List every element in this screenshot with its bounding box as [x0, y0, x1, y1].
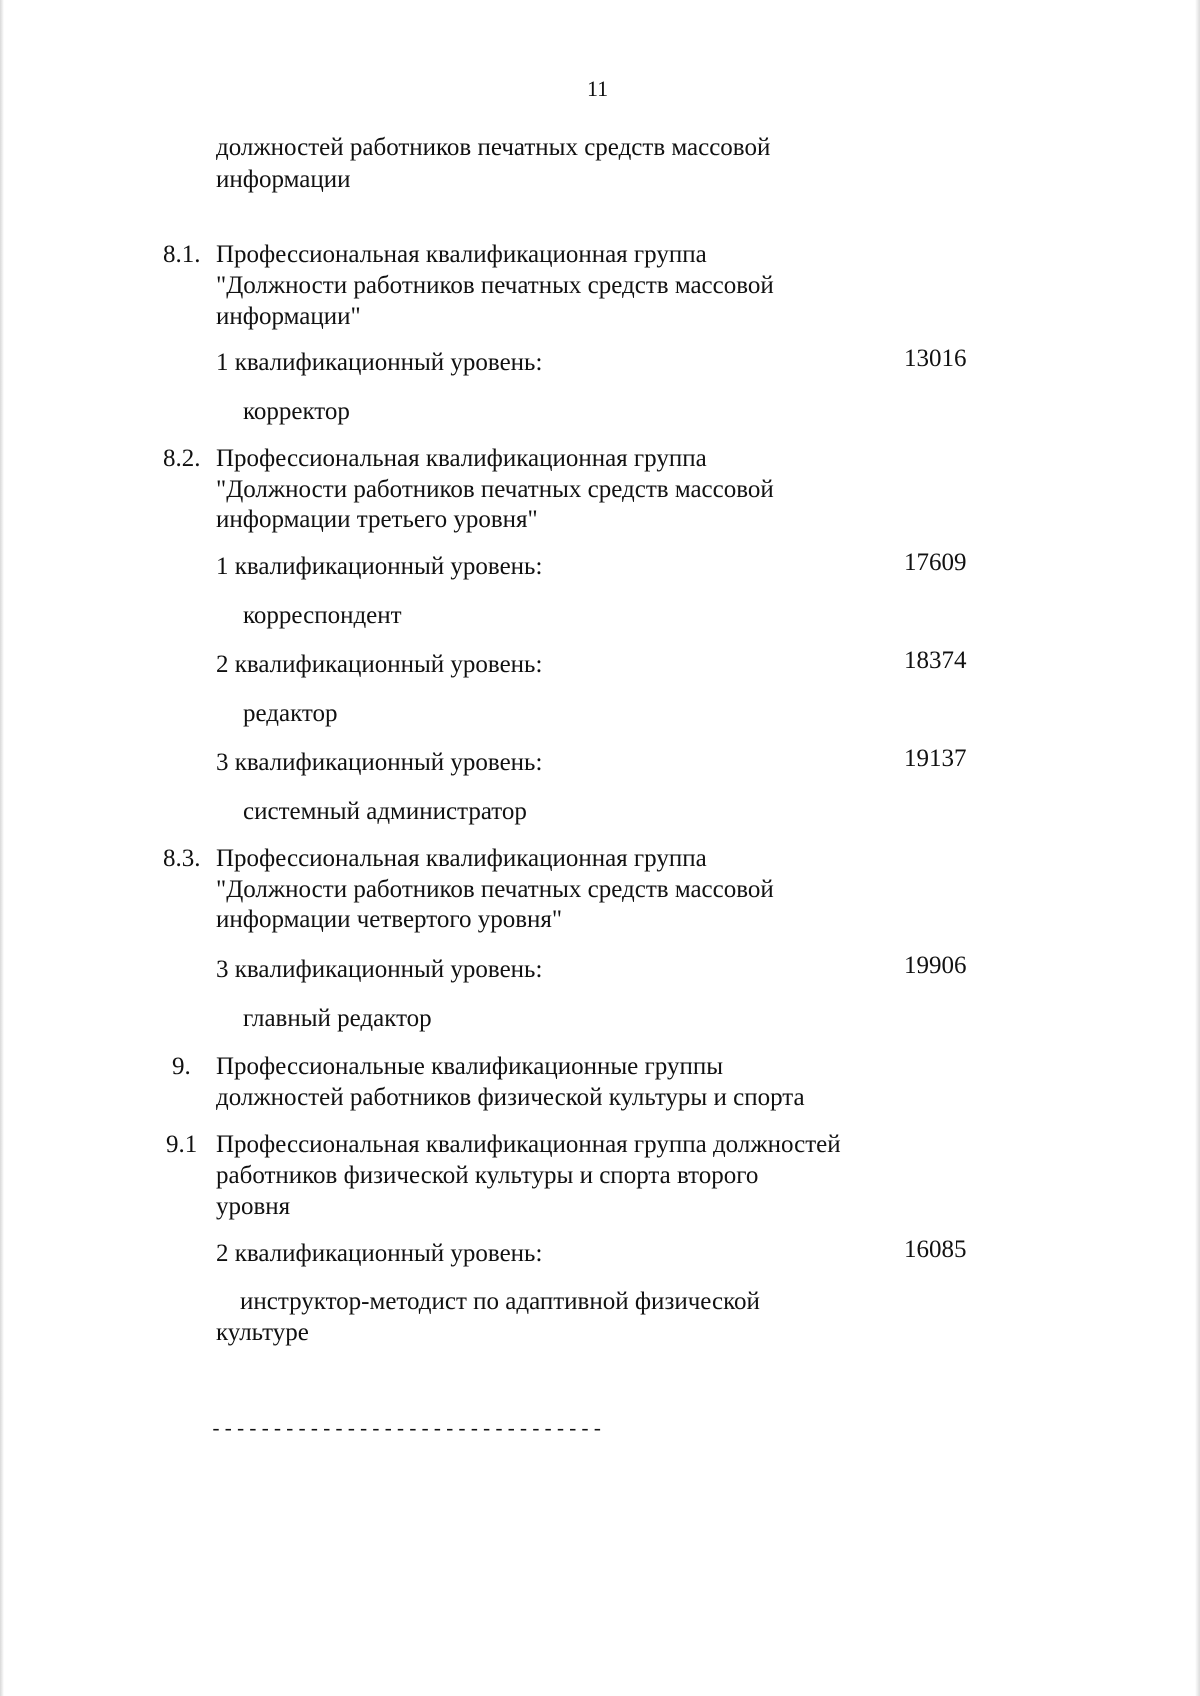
section-title-9-line-2: должностей работников физической культуры и спорта [216, 1084, 805, 1111]
intro-line-1: должностей работников печатных средств массовой [216, 134, 771, 161]
section-title-9-1-line-3: уровня [216, 1193, 291, 1220]
level-label: 1 квалификационный уровень: [216, 349, 543, 376]
position-name: корректор [243, 398, 350, 425]
level-label: 3 квалификационный уровень: [216, 956, 543, 983]
page-number: 11 [587, 76, 609, 101]
level-value: 19137 [904, 745, 967, 772]
position-name: корреспондент [243, 602, 402, 629]
level-label: 2 квалификационный уровень: [216, 651, 543, 678]
scan-edge-right [1195, 0, 1200, 1696]
section-number-8-2: 8.2. [163, 445, 201, 472]
position-name: главный редактор [243, 1005, 432, 1032]
section-title-8-1-line-1: Профессиональная квалификационная группа [216, 241, 707, 268]
section-title-8-3-line-1: Профессиональная квалификационная группа [216, 845, 707, 872]
scan-edge-left [0, 0, 4, 1696]
section-number-9: 9. [172, 1053, 191, 1080]
section-title-8-3-line-3: информации четвертого уровня" [216, 906, 563, 933]
level-value: 16085 [904, 1236, 967, 1263]
section-title-8-3-line-2: "Должности работников печатных средств массовой [216, 876, 774, 903]
section-number-9-1: 9.1 [166, 1131, 198, 1158]
section-title-8-2-line-2: "Должности работников печатных средств массовой [216, 476, 774, 503]
section-title-9-line-1: Профессиональные квалификационные группы [216, 1053, 724, 1080]
position-name: редактор [243, 700, 338, 727]
level-value: 18374 [904, 647, 967, 674]
section-title-9-1-line-1: Профессиональная квалификационная группа должностей [216, 1131, 841, 1158]
level-label: 3 квалификационный уровень: [216, 749, 543, 776]
level-label: 2 квалификационный уровень: [216, 1240, 543, 1267]
end-separator: -------------------------------- [210, 1419, 604, 1442]
level-value: 17609 [904, 549, 967, 576]
level-value: 13016 [904, 345, 967, 372]
section-title-8-2-line-1: Профессиональная квалификационная группа [216, 445, 707, 472]
section-number-8-3: 8.3. [163, 845, 201, 872]
position-name: системный администратор [243, 798, 527, 825]
level-label: 1 квалификационный уровень: [216, 553, 543, 580]
level-value: 19906 [904, 952, 967, 979]
intro-line-2: информации [216, 166, 351, 193]
section-title-8-1-line-2: "Должности работников печатных средств массовой [216, 272, 774, 299]
section-title-8-2-line-3: информации третьего уровня" [216, 506, 538, 533]
position-name-line-1: инструктор-методист по адаптивной физической [240, 1288, 760, 1315]
position-name-line-2: культуре [216, 1319, 309, 1346]
section-title-9-1-line-2: работников физической культуры и спорта второго [216, 1162, 759, 1189]
section-number-8-1: 8.1. [163, 241, 201, 268]
section-title-8-1-line-3: информации" [216, 303, 361, 330]
